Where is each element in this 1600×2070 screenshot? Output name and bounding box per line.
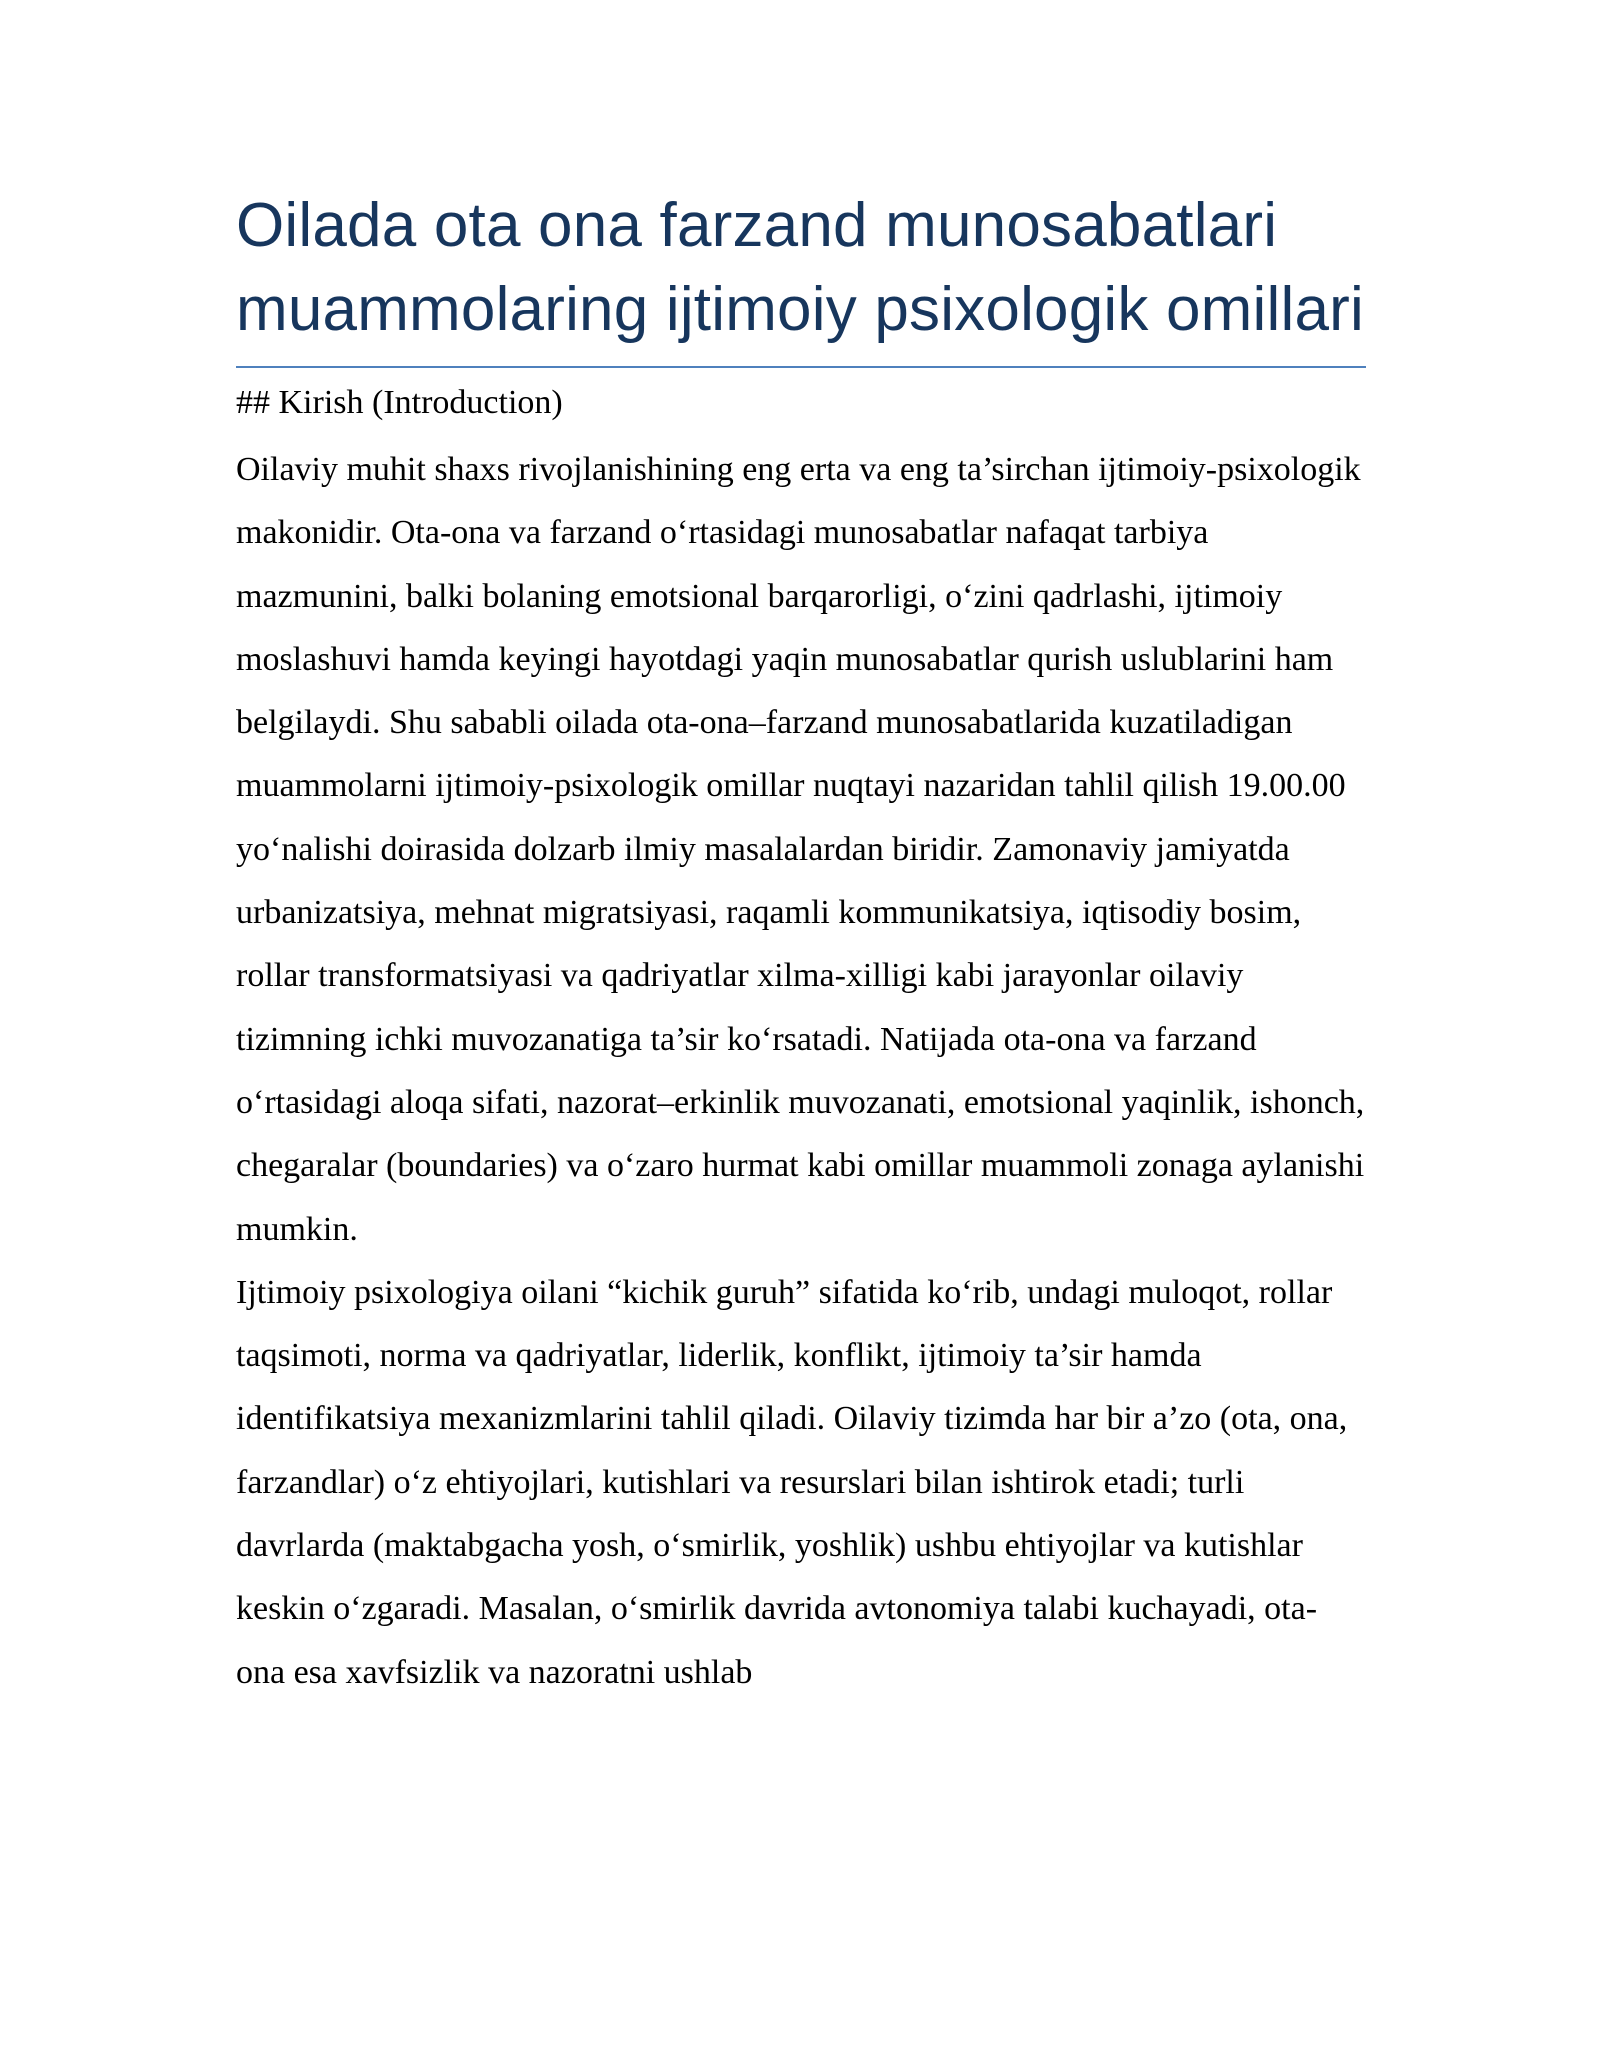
section-heading: ## Kirish (Introduction) bbox=[236, 384, 563, 421]
body-paragraph-1: Oilaviy muhit shaxs rivojlanishining eng erta va eng ta’sirchan ijtimoiy-psixologik makonidir. Ota-ona va farzand o‘rtasidagi munosabatlar nafaqat tarbiya mazmunini, balki bolaning emotsional barqarorligi, o‘zini qadrlashi, ijtimoiy moslashuvi hamda keyingi hayotdagi yaqin munosabatlar qurish uslublarini ham belgilaydi. Shu sababli oilada ota-ona–farzand munosabatlarida kuzatiladigan muammolarni ijtimoiy-psixologik omillar nuqtayi nazaridan tahlil qilish 19.00.00 yo‘nalishi doirasida dolzarb ilmiy masalalardan biridir. Zamonaviy jamiyatda urbanizatsiya, mehnat migratsiyasi, raqamli kommunikatsiya, iqtisodiy bosim, rollar transformatsiyasi va qadriyatlar xilma-xilligi kabi jarayonlar oilaviy tizimning ichki muvozanatiga ta’sir ko‘rsatadi. Natijada ota-ona va farzand o‘rtasidagi aloqa sifati, nazorat–erkinlik muvozanati, emotsional yaqinlik, ishonch, chegaralar (boundaries) va o‘zaro hurmat kabi omillar muammoli zonaga aylanishi mumkin. bbox=[236, 451, 1365, 1248]
title-divider bbox=[236, 366, 1366, 368]
document-title: Oilada ota ona farzand munosabatlari muammolaring ijtimoiy psixologik omillari bbox=[236, 191, 1364, 344]
body-paragraph-2: Ijtimoiy psixologiya oilani “kichik guruh” sifatida ko‘rib, undagi muloqot, rollar taqsimoti, norma va qadriyatlar, liderlik, konflikt, ijtimoiy ta’sir hamda identifikatsiya mexanizmlarini tahlil qiladi. Oilaviy tizimda har bir a’zo (ota, ona, farzandlar) o‘z ehtiyojlari, kutishlari va resurslari bilan ishtirok etadi; turli davrlarda (maktabgacha yosh, o‘smirlik, yoshlik) ushbu ehtiyojlar va kutishlar keskin o‘zgaradi. Masalan, o‘smirlik davrida avtonomiya talabi kuchayadi, ota-ona esa xavfsizlik va nazoratni ushlab bbox=[236, 1273, 1348, 1691]
document-body bbox=[236, 184, 1366, 1704]
